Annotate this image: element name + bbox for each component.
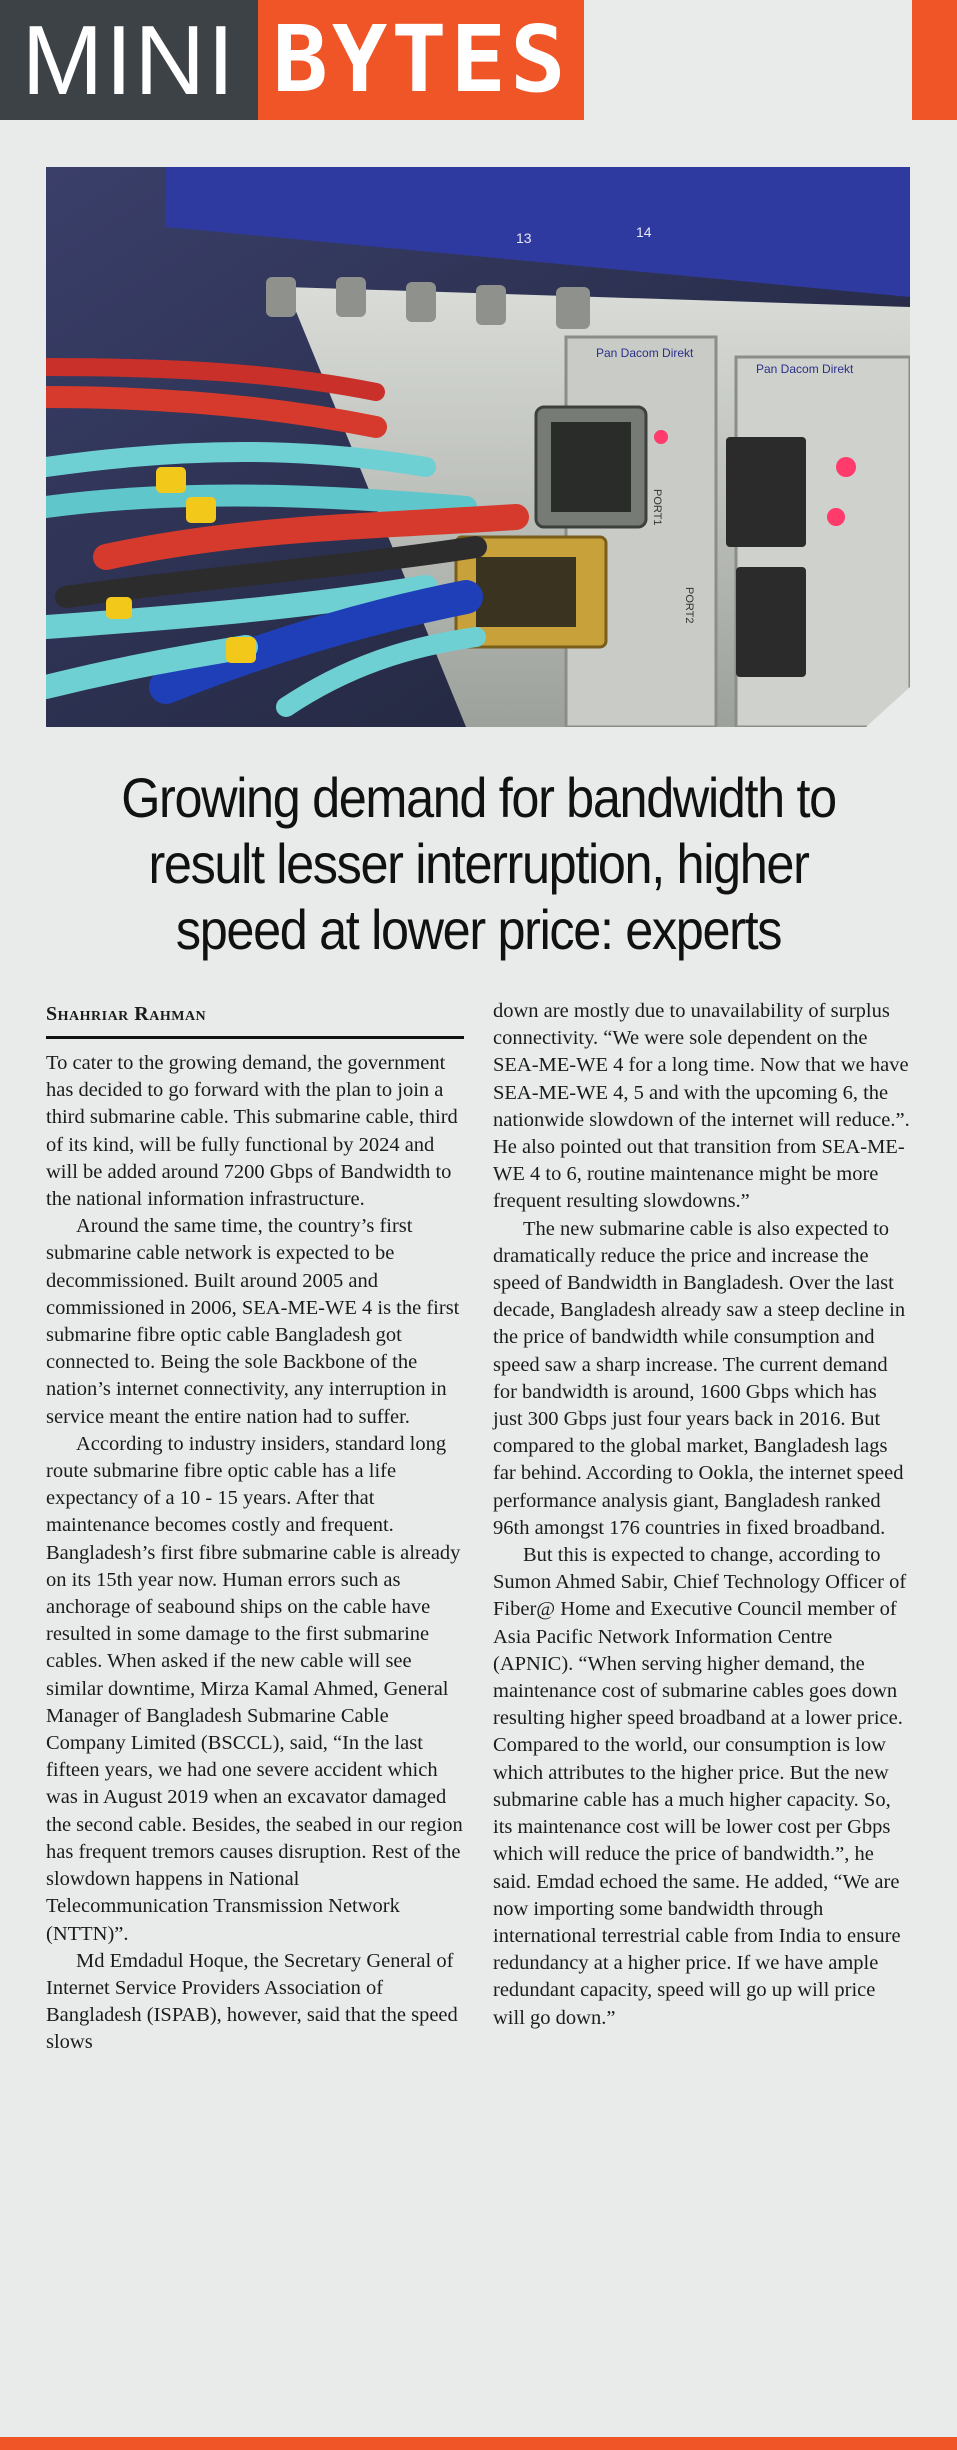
port-label-1: PORT1 — [651, 489, 663, 526]
article-paragraph: Around the same time, the country’s first submarine cable network is expected to be decommissioned. Built around 2005 and commissioned in 2006, SEA-ME-WE 4 is the first submarine fibre optic cable Bangladesh got connected to. Being the sole Backbone of the nation’s internet connectivity, any interruption in service meant the entire nation had to suffer. — [46, 1215, 460, 1428]
article-paragraph: The new submarine cable is also expected to dramatically reduce the price and increase the speed of Bandwidth in Bangladesh. Over the last decade, Bangladesh already saw a steep decline in the price of bandwidth while consumption and speed saw a sharp increase. The current demand for bandwidth is around, 1600 Gbps which has just 300 Gbps just four years back in 2016. But compared to the global market, Bangladesh lags far behind. According to Ookla, the internet speed performance analysis giant, Bangladesh ranked 96th amongst 176 countries in fixed broadband. — [493, 1217, 906, 1539]
panel-label-1: Pan Dacom Direkt — [596, 346, 694, 360]
network-equipment-photo — [46, 167, 910, 727]
slot-label-14: 14 — [636, 224, 652, 240]
article-paragraph: According to industry insiders, standard long route submarine fibre optic cable has a life expectancy of a 10 - 15 years. After that maintenance becomes costly and frequent. Bangladesh’s first fibre submarine cable is already on its 15th year now. Human errors such as anchorage of seabound ships on the cable have resulted in some damage to the first submarine cables. When asked if the new cable will see similar downtime, Mirza Kamal Ahmed, General Manager of Bangladesh Submarine Cable Company Limited (BSCCL), said, “In the last fifteen years, we had one severe accident which was in August 2019 when an excavator damaged the second cable. Besides, the seabed in our region has frequent tremors causes disruption. Rest of the slowdown happens in National Telecommunication Transmission Network (NTTN)”. — [46, 1432, 463, 1945]
footer-accent-bar — [0, 2437, 957, 2450]
brand-bytes: BYTES — [258, 0, 584, 120]
article-paragraph: To cater to the growing demand, the government has decided to go forward with the plan to join a third submarine cable. This submarine cable, third of its kind, will be fully functional by 2024 and will be added around 7200 Gbps of Bandwidth to the national information infrastructure. — [46, 1052, 458, 1211]
port-label-2: PORT2 — [683, 587, 695, 624]
accent-tab — [912, 0, 957, 120]
slot-label-13: 13 — [516, 230, 532, 246]
panel-label-2: Pan Dacom Direkt — [756, 362, 854, 376]
article-byline: Shahriar Rahman — [46, 1003, 464, 1039]
article-paragraph: down are mostly due to unavailability of surplus connectivity. “We were sole dependent on the SEA-ME-WE 4 for a long time. Now that we have SEA-ME-WE 4, 5 and with the upcoming 6, the nationwide slowdown of the internet will reduce.”. He also pointed out that transition from SEA-ME-WE 4 to 6, routine maintenance might be more frequent resulting slowdowns.” — [493, 1000, 910, 1213]
article-paragraph: Md Emdadul Hoque, the Secretary General of Internet Service Providers Association of Bangladesh (ISPAB), however, said that the speed slows — [46, 1949, 458, 2054]
article-column-left — [46, 1050, 464, 2057]
brand-mini: MINI — [0, 0, 258, 120]
article-headline: Growing demand for bandwidth to result lesser interruption, higher speed at lower price: experts — [121, 766, 836, 961]
article-paragraph: But this is expected to change, according to Sumon Ahmed Sabir, Chief Technology Officer of Fiber@ Home and Executive Council member of Asia Pacific Network Information Centre (APNIC). “When serving higher demand, the maintenance cost of submarine cables goes down resulting higher speed broadband at a lower price. Compared to the world, our consumption is low which attributes to the higher price. But the new submarine cable has a much higher capacity. So, its maintenance cost will be lower cost per Gbps which will reduce the price of bandwidth.”, he said. Emdad echoed the same. He added, “We are now importing some bandwidth through international terrestrial cable from India to ensure redundancy at a higher price. If we have ample redundant capacity, speed will go up will price will go down.” — [493, 1544, 907, 2029]
article-column-right — [493, 998, 911, 2032]
masthead — [0, 0, 957, 120]
